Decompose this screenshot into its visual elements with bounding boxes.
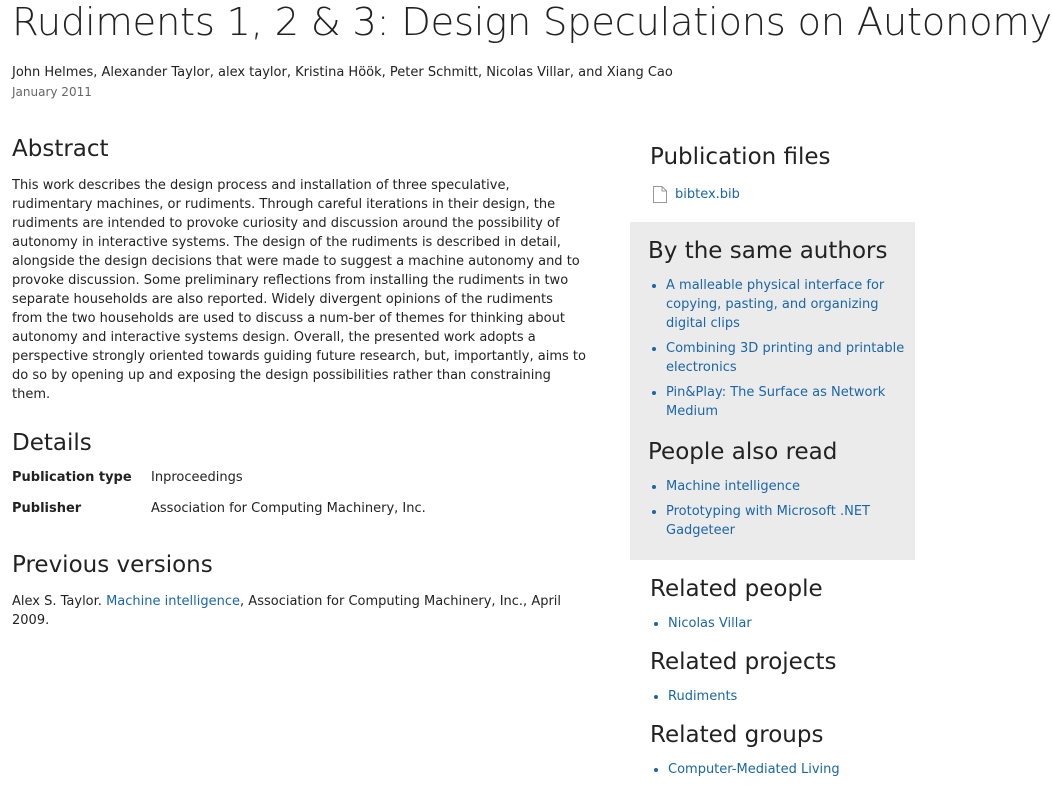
previous-version-link[interactable]: Machine intelligence [106, 594, 241, 609]
related-group-link[interactable]: Computer-Mediated Living [668, 762, 840, 777]
previous-versions-heading: Previous versions [12, 552, 213, 578]
publication-files [630, 140, 915, 203]
related-projects-heading: Related projects [650, 649, 837, 675]
details-row [12, 501, 426, 532]
abstract-text: This work describes the design process and installation of three speculative, rudimentary machines, or rudiments. Through careful iterations in their design, the rudiments are intended to provoke curiosity and discussion around the possibility of autonomy in interactive systems. The design of the rudiments is described in detail, alongside the design decisions that were made to suggest a machine autonomy and to provoke discussion. Some preliminary reflections from installing the rudiments in two separate households are also reported. Widely divergent opinions of the rudiments from the two households are used to discuss a num-ber of themes for thinking about autonomy and interactive systems design. Overall, the presented work adopts a perspective strongly oriented towards guiding future research, but, importantly, aims to do so by opening up and exposing the design possibilities rather than constraining them. [12, 178, 586, 402]
same-author-link[interactable]: Combining 3D printing and printable electronics [666, 341, 905, 375]
list-item [668, 687, 915, 706]
related-sections [630, 572, 915, 779]
list-item [666, 339, 915, 377]
sidebar [630, 140, 915, 785]
details-heading: Details [12, 430, 92, 456]
same-authors-heading: By the same authors [648, 238, 888, 264]
publication-files-heading: Publication files [650, 144, 831, 170]
related-person-link[interactable]: Nicolas Villar [668, 616, 752, 631]
file-item[interactable] [650, 186, 915, 203]
also-read-link[interactable]: Machine intelligence [666, 479, 800, 494]
details-table [12, 470, 426, 532]
list-item [668, 614, 915, 633]
details-label: Publication type [12, 470, 132, 485]
file-icon [653, 186, 667, 203]
abstract-heading: Abstract [12, 136, 109, 162]
publication-date: January 2011 [12, 85, 92, 99]
related-project-link[interactable]: Rudiments [668, 689, 738, 704]
related-groups-heading: Related groups [650, 722, 824, 748]
previous-version-author: Alex S. Taylor. [12, 594, 102, 609]
details-row [12, 470, 426, 501]
same-authors-list [648, 276, 915, 421]
list-item [668, 760, 915, 779]
related-people-heading: Related people [650, 576, 823, 602]
main-content [12, 132, 587, 630]
bibtex-link[interactable]: bibtex.bib [675, 187, 740, 202]
previous-version-details: , Association for Computing Machinery, Inc., April 2009. [12, 594, 562, 628]
same-author-link[interactable]: Pin&Play: The Surface as Network Medium [666, 385, 886, 419]
also-read-heading: People also read [648, 439, 838, 465]
details-value: Inproceedings [151, 470, 243, 485]
related-reading-panel [630, 222, 915, 560]
same-author-link[interactable]: A malleable physical interface for copying, pasting, and organizing digital clips [666, 278, 885, 331]
also-read-list [648, 477, 915, 540]
related-projects-list [650, 687, 915, 706]
related-people-list [650, 614, 915, 633]
details-label: Publisher [12, 501, 82, 516]
details-value: Association for Computing Machinery, Inc. [151, 501, 426, 516]
page-title: Rudiments 1, 2 & 3: Design Speculations on Autonomy [12, 0, 1052, 45]
author-list: John Helmes, Alexander Taylor, alex taylor, Kristina Höök, Peter Schmitt, Nicolas Villar, and Xiang Cao [12, 65, 673, 80]
list-item [666, 383, 915, 421]
previous-version-entry [12, 592, 587, 630]
list-item [666, 477, 915, 496]
list-item [666, 276, 915, 333]
list-item [666, 502, 915, 540]
also-read-link[interactable]: Prototyping with Microsoft .NET Gadgeteer [666, 504, 870, 538]
related-groups-list [650, 760, 915, 779]
